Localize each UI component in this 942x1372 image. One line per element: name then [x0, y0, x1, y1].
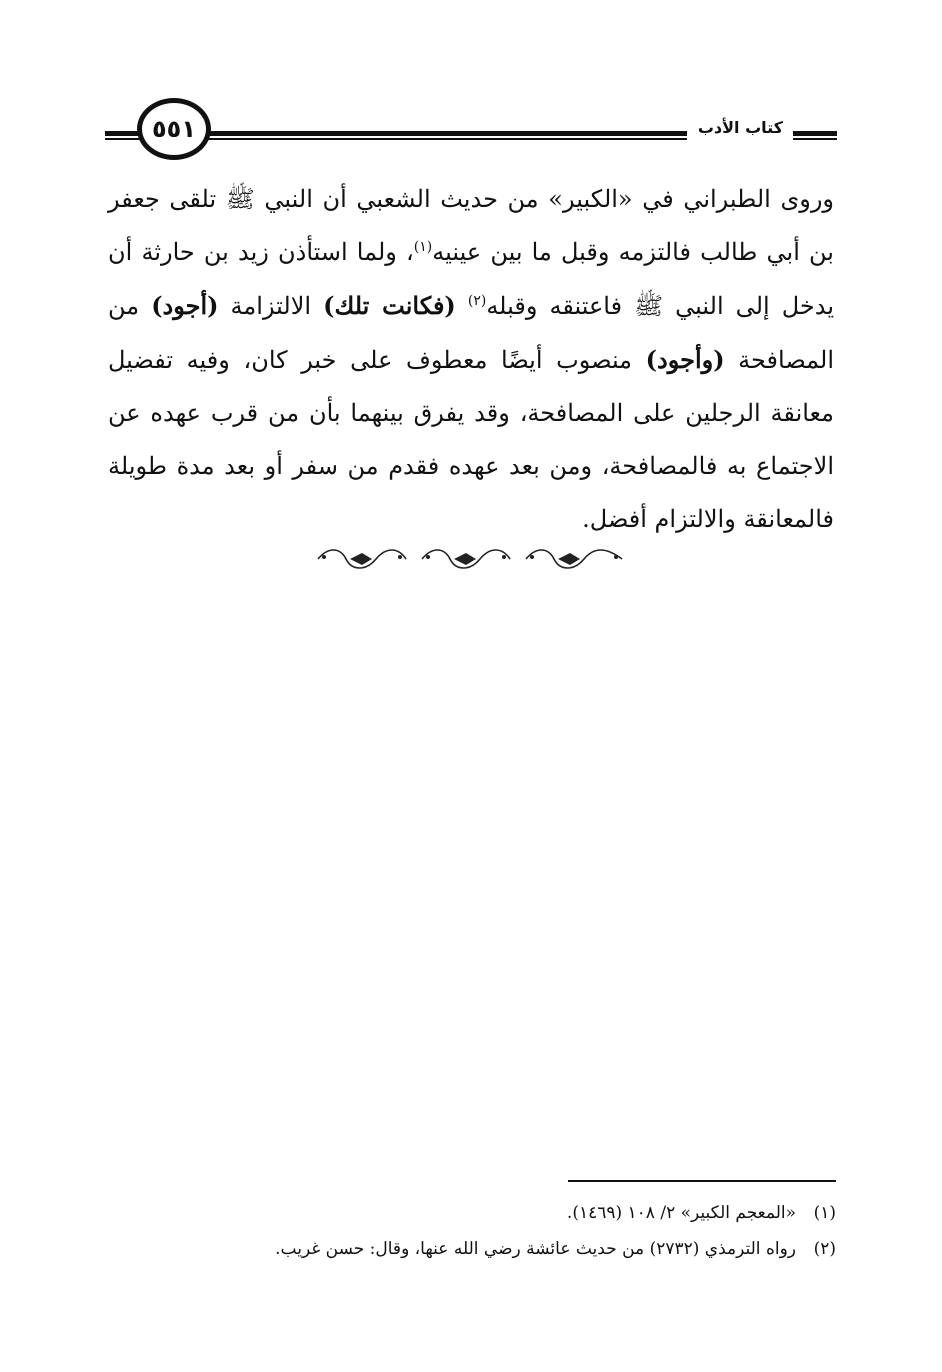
header-rule-right-thick: [793, 131, 837, 136]
floral-divider-icon: [310, 543, 630, 575]
body-text-3: الالتزامة: [218, 292, 324, 320]
main-text: [108, 173, 834, 546]
footnote-separator: [568, 1180, 836, 1182]
body-text-5: منصوب أيضًا معطوف على خبر كان، وفيه تفضيل معانقة الرجلين على المصافحة، وقد يفرق بينهما بأن من قرب عهده عن الاجتماع به فالمصافحة، ومن بعد عهده فقدم من سفر أو بعد مدة طويلة فالمعانقة والالتزام أفضل.: [108, 346, 834, 533]
bold-phrase-1: (فكانت تلك): [323, 291, 456, 320]
header-rule-right-thin: [793, 138, 837, 140]
footnote-text: «المعجم الكبير» ٢/ ١٠٨ (١٤٦٩).: [566, 1203, 796, 1223]
header-rule-main-thin: [205, 138, 687, 140]
body-text-1: وروى الطبراني في «الكبير» من حديث الشعبي أن النبي ﷺ تلقى جعفر بن أبي طالب فالتزمه وقبل ما بين عينيه: [108, 185, 834, 266]
chapter-title: كتاب الأدب: [692, 118, 789, 137]
footnote-ref-1[interactable]: (١): [413, 239, 433, 255]
page-header: [105, 96, 837, 166]
footnote-2: [110, 1231, 836, 1267]
body-paragraph: [108, 173, 834, 546]
body-text-2: ، ولما استأذن زيد بن حارثة أن يدخل إلى النبي ﷺ فاعتنقه وقبله: [108, 238, 835, 320]
page-number-frame: [137, 98, 211, 160]
page-number: ٥٥١: [152, 115, 196, 143]
footnote-number: (١): [813, 1203, 836, 1223]
footnote-ref-2[interactable]: (٢): [467, 293, 487, 309]
bold-phrase-3: (وأجود): [645, 345, 725, 374]
footnote-number: (٢): [813, 1239, 836, 1259]
bold-phrase-2: (أجود): [151, 291, 219, 320]
footnotes: [110, 1195, 836, 1267]
header-rule-main: [205, 131, 687, 136]
footnote-1: [110, 1195, 836, 1231]
footnote-text: رواه الترمذي (٢٧٣٢) من حديث عائشة رضي الله عنها، وقال: حسن غريب.: [275, 1239, 796, 1259]
body-text-4: من المصافحة: [108, 292, 834, 374]
